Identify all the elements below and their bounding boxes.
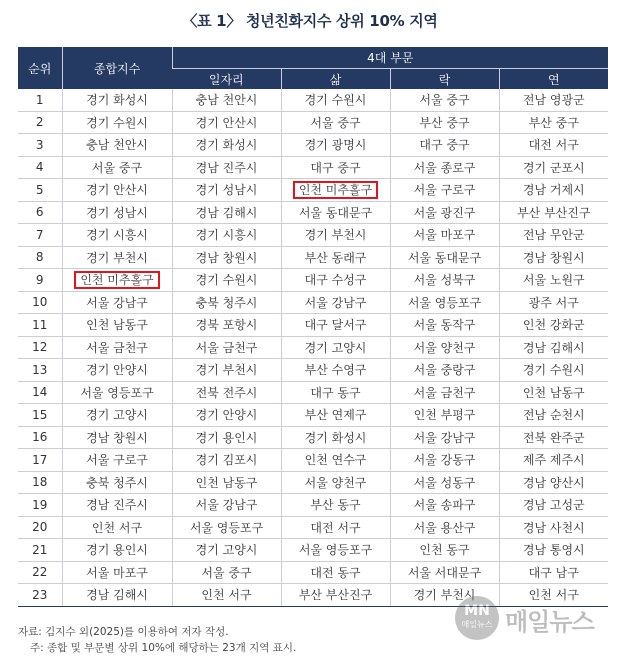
watermark-badge-sub: 매일뉴스 [461,620,493,629]
cell-leisure: 서울 성북구 [390,269,499,292]
cell-jobs: 경기 수원시 [172,269,281,292]
cell-life: 인천 연수구 [281,449,390,472]
table-row [18,134,608,157]
cell-leisure: 경기 부천시 [390,584,499,607]
cell-connection: 전남 순천시 [499,404,608,427]
cell-composite: 서울 중구 [62,156,172,179]
cell-composite: 인천 남동구 [62,314,172,337]
header-composite: 종합지수 [62,47,172,89]
table-row [18,561,608,584]
cell-jobs: 경북 포항시 [172,314,281,337]
cell-leisure: 서울 용산구 [390,516,499,539]
table-row [18,246,608,269]
cell-composite: 충북 청주시 [62,471,172,494]
cell-life: 부산 수영구 [281,359,390,382]
cell-connection: 경남 거제시 [499,179,608,202]
header-rank: 순위 [18,47,62,89]
cell-leisure: 서울 광진구 [390,201,499,224]
header-group: 4대 부문 [172,47,608,69]
cell-life: 경기 광명시 [281,134,390,157]
cell-composite: 경기 성남시 [62,201,172,224]
cell-life: 대전 동구 [281,561,390,584]
cell-life: 서울 영등포구 [281,539,390,562]
table-row [18,449,608,472]
cell-connection: 광주 서구 [499,291,608,314]
cell-composite: 경남 김해시 [62,584,172,607]
cell-composite: 경남 창원시 [62,426,172,449]
cell-leisure: 서울 동작구 [390,314,499,337]
cell-connection: 경남 통영시 [499,539,608,562]
cell-jobs: 충남 천안시 [172,89,281,111]
watermark-badge-text: MN [464,603,490,619]
cell-connection: 대전 서구 [499,134,608,157]
cell-rank: 3 [18,134,62,157]
cell-rank: 20 [18,516,62,539]
cell-connection: 전남 영광군 [499,89,608,111]
cell-leisure: 인천 동구 [390,539,499,562]
cell-jobs: 충북 청주시 [172,291,281,314]
cell-leisure: 서울 구로구 [390,179,499,202]
cell-rank: 5 [18,179,62,202]
table-row [18,359,608,382]
cell-life: 부산 동구 [281,494,390,517]
cell-rank: 16 [18,426,62,449]
cell-jobs: 경남 김해시 [172,201,281,224]
cell-jobs: 경남 창원시 [172,246,281,269]
cell-rank: 18 [18,471,62,494]
cell-life: 부산 동래구 [281,246,390,269]
cell-rank: 7 [18,224,62,247]
cell-connection: 인천 강화군 [499,314,608,337]
cell-jobs: 경기 안양시 [172,404,281,427]
cell-connection: 부산 중구 [499,111,608,134]
cell-composite: 경기 안양시 [62,359,172,382]
source-note: 자료: 김지수 외(2025)를 이용하여 저자 작성. [18,626,229,638]
cell-composite: 인천 서구 [62,516,172,539]
cell-rank: 23 [18,584,62,607]
table-row [18,494,608,517]
cell-connection: 경기 수원시 [499,359,608,382]
header-connection: 연 [499,69,608,90]
cell-life: 대구 달서구 [281,314,390,337]
cell-life: 경기 부천시 [281,224,390,247]
table-row [18,471,608,494]
cell-life: 대전 서구 [281,516,390,539]
cell-rank: 19 [18,494,62,517]
cell-jobs: 경기 화성시 [172,134,281,157]
cell-composite: 경기 화성시 [62,89,172,111]
cell-connection: 인천 서구 [499,584,608,607]
cell-rank: 10 [18,291,62,314]
cell-life: 서울 중구 [281,111,390,134]
cell-life: 대구 수성구 [281,269,390,292]
cell-life: 서울 양천구 [281,471,390,494]
table-row [18,201,608,224]
cell-life: 부산 부산진구 [281,584,390,607]
cell-jobs: 서울 영등포구 [172,516,281,539]
cell-jobs: 전북 전주시 [172,381,281,404]
cell-life: 경기 수원시 [281,89,390,111]
cell-life: 경기 고양시 [281,336,390,359]
cell-rank: 6 [18,201,62,224]
cell-jobs: 경남 진주시 [172,156,281,179]
cell-rank: 11 [18,314,62,337]
cell-composite: 서울 영등포구 [62,381,172,404]
cell-jobs: 인천 남동구 [172,471,281,494]
header-leisure: 락 [390,69,499,90]
table-row [18,381,608,404]
cell-jobs: 경기 시흥시 [172,224,281,247]
highlighted-region: 인천 미추홀구 [74,271,159,289]
cell-rank: 22 [18,561,62,584]
table-row [18,291,608,314]
watermark-badge [455,596,499,640]
cell-jobs: 경기 용인시 [172,426,281,449]
table-row [18,224,608,247]
table-row [18,516,608,539]
cell-leisure: 서울 서대문구 [390,561,499,584]
cell-rank: 12 [18,336,62,359]
watermark-logo [455,596,615,642]
cell-leisure: 서울 영등포구 [390,291,499,314]
cell-rank: 2 [18,111,62,134]
cell-rank: 13 [18,359,62,382]
cell-connection: 경남 창원시 [499,246,608,269]
header-life: 삶 [281,69,390,90]
cell-jobs: 인천 서구 [172,584,281,607]
cell-composite: 경기 안산시 [62,179,172,202]
cell-rank: 17 [18,449,62,472]
cell-connection: 경기 군포시 [499,156,608,179]
cell-rank: 4 [18,156,62,179]
table-note: 주: 종합 및 부문별 상위 10%에 해당하는 23개 지역 표시. [30,642,297,654]
table-row [18,314,608,337]
cell-jobs: 서울 금천구 [172,336,281,359]
cell-rank: 8 [18,246,62,269]
cell-rank: 1 [18,89,62,111]
cell-leisure: 서울 강동구 [390,449,499,472]
table-row [18,179,608,202]
cell-leisure: 인천 부평구 [390,404,499,427]
cell-connection: 대구 남구 [499,561,608,584]
cell-composite: 경기 용인시 [62,539,172,562]
cell-rank: 9 [18,269,62,292]
cell-connection: 전북 완주군 [499,426,608,449]
cell-life: 부산 연제구 [281,404,390,427]
cell-composite: 경남 진주시 [62,494,172,517]
cell-connection: 서울 노원구 [499,269,608,292]
cell-leisure: 서울 성동구 [390,471,499,494]
cell-composite: 경기 고양시 [62,404,172,427]
cell-life [281,179,390,202]
cell-jobs: 경기 김포시 [172,449,281,472]
cell-leisure: 서울 중구 [390,89,499,111]
cell-leisure: 서울 송파구 [390,494,499,517]
cell-composite: 충남 천안시 [62,134,172,157]
cell-jobs: 경기 성남시 [172,179,281,202]
table-row [18,426,608,449]
table-row [18,269,608,292]
cell-rank: 14 [18,381,62,404]
cell-connection: 경남 김해시 [499,336,608,359]
table-row [18,89,608,111]
watermark-text: 매일뉴스 [505,608,594,636]
cell-rank: 15 [18,404,62,427]
cell-jobs: 경기 부천시 [172,359,281,382]
cell-connection: 인천 남동구 [499,381,608,404]
cell-connection: 경남 고성군 [499,494,608,517]
cell-life: 대구 동구 [281,381,390,404]
cell-connection: 경남 사천시 [499,516,608,539]
table-row [18,404,608,427]
cell-jobs: 서울 강남구 [172,494,281,517]
cell-connection: 제주 제주시 [499,449,608,472]
cell-composite: 서울 구로구 [62,449,172,472]
cell-jobs: 경기 안산시 [172,111,281,134]
cell-connection: 부산 부산진구 [499,201,608,224]
cell-life: 서울 동대문구 [281,201,390,224]
cell-leisure: 서울 강남구 [390,426,499,449]
cell-rank: 21 [18,539,62,562]
cell-life: 서울 강남구 [281,291,390,314]
cell-composite: 서울 금천구 [62,336,172,359]
table-row [18,156,608,179]
header-jobs: 일자리 [172,69,281,90]
cell-composite: 서울 강남구 [62,291,172,314]
highlighted-region: 인천 미추홀구 [293,181,378,199]
cell-leisure: 부산 중구 [390,111,499,134]
cell-jobs: 서울 중구 [172,561,281,584]
cell-leisure: 대구 중구 [390,134,499,157]
cell-leisure: 서울 중랑구 [390,359,499,382]
cell-composite: 경기 수원시 [62,111,172,134]
table-title: 〈표 1〉 청년친화지수 상위 10% 지역 [182,12,438,30]
cell-life: 경기 화성시 [281,426,390,449]
cell-life: 대구 중구 [281,156,390,179]
cell-connection: 전남 무안군 [499,224,608,247]
table-row [18,111,608,134]
cell-composite: 경기 부천시 [62,246,172,269]
cell-composite: 경기 시흥시 [62,224,172,247]
cell-leisure: 서울 종로구 [390,156,499,179]
table-row [18,336,608,359]
cell-leisure: 서울 마포구 [390,224,499,247]
table-body [18,89,608,606]
cell-jobs: 경기 고양시 [172,539,281,562]
cell-composite [62,269,172,292]
cell-leisure: 서울 금천구 [390,381,499,404]
ranking-table [18,47,608,607]
cell-connection: 경남 양산시 [499,471,608,494]
cell-leisure: 서울 양천구 [390,336,499,359]
footer [18,624,296,656]
cell-composite: 서울 마포구 [62,561,172,584]
table-row [18,539,608,562]
cell-leisure: 서울 동대문구 [390,246,499,269]
